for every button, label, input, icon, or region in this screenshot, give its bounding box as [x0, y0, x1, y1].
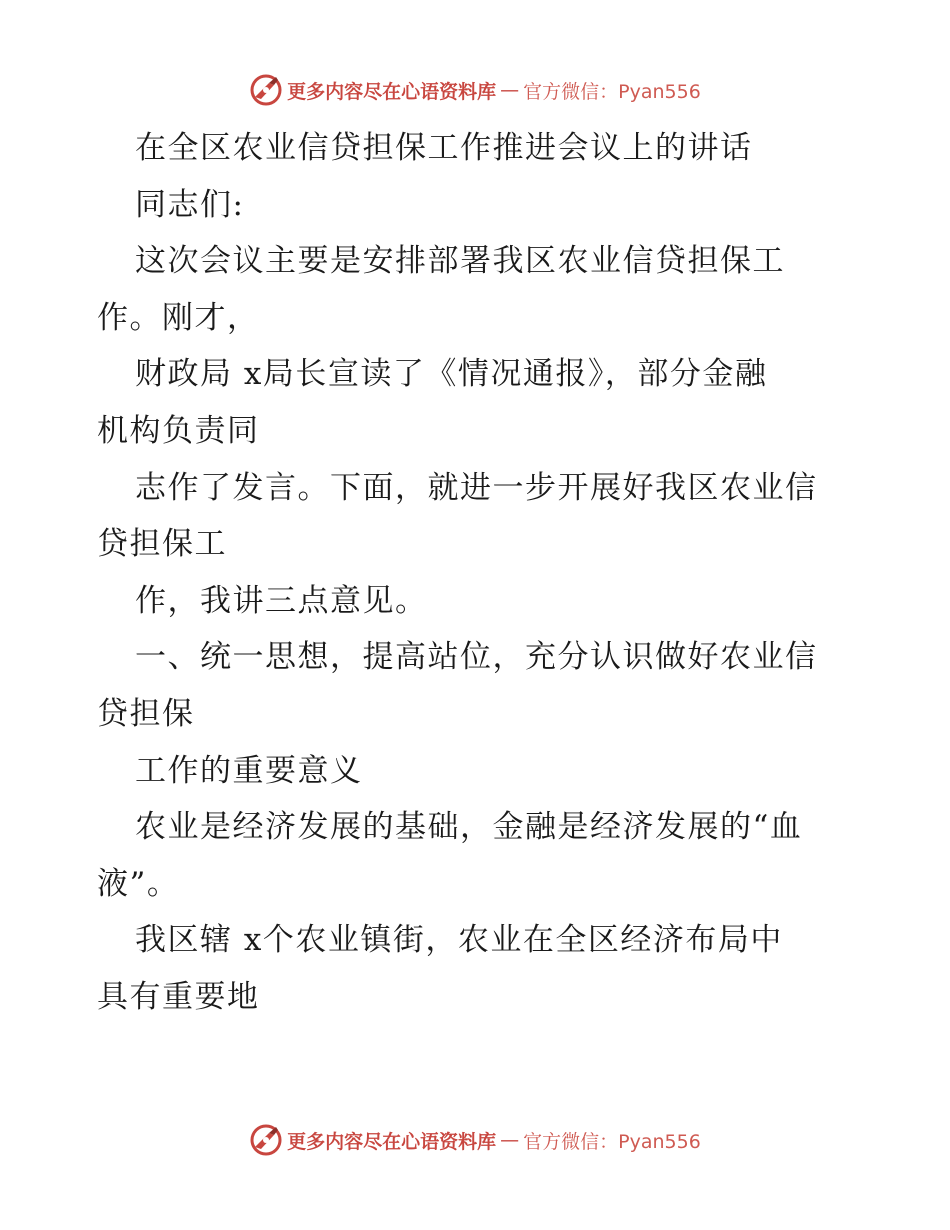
footer-banner — [0, 1120, 950, 1160]
brand-logo-icon — [249, 1123, 283, 1157]
document-line: 同志们: — [135, 186, 245, 223]
document-line: 一、统一思想，提高站位，充分认识做好农业信 — [135, 639, 818, 676]
document-line: 贷担保工 — [97, 526, 227, 563]
banner-main-text: 更多内容尽在心语资料库 — [287, 1130, 497, 1153]
document-line: 我区辖 x个农业镇街，农业在全区经济布局中 — [135, 922, 783, 959]
document-line: 作，我讲三点意见。 — [135, 582, 428, 619]
document-body — [97, 120, 857, 1026]
document-line: 作。刚才， — [97, 299, 260, 336]
document-line: 机构负责同 — [97, 412, 260, 449]
document-line: 农业是经济发展的基础，金融是经济发展的“血 — [135, 809, 803, 846]
banner-separator: — — [500, 79, 520, 101]
document-line: 液”。 — [97, 865, 180, 902]
banner-wechat-text: 官方微信：Pyan556 — [523, 80, 701, 103]
header-banner — [0, 70, 950, 110]
document-line: 具有重要地 — [97, 978, 260, 1015]
document-line: 工作的重要意义 — [135, 752, 363, 789]
document-line: 志作了发言。下面，就进一步开展好我区农业信 — [135, 469, 818, 506]
banner-wechat-text: 官方微信：Pyan556 — [523, 1130, 701, 1153]
brand-logo-icon — [249, 73, 283, 107]
document-line: 财政局 x局长宣读了《情况通报》，部分金融 — [135, 356, 768, 393]
document-line: 在全区农业信贷担保工作推进会议上的讲话 — [135, 130, 753, 166]
banner-separator: — — [500, 1129, 520, 1151]
document-line: 贷担保 — [97, 695, 195, 732]
document-line: 这次会议主要是安排部署我区农业信贷担保工 — [135, 243, 785, 280]
banner-main-text: 更多内容尽在心语资料库 — [287, 80, 497, 103]
